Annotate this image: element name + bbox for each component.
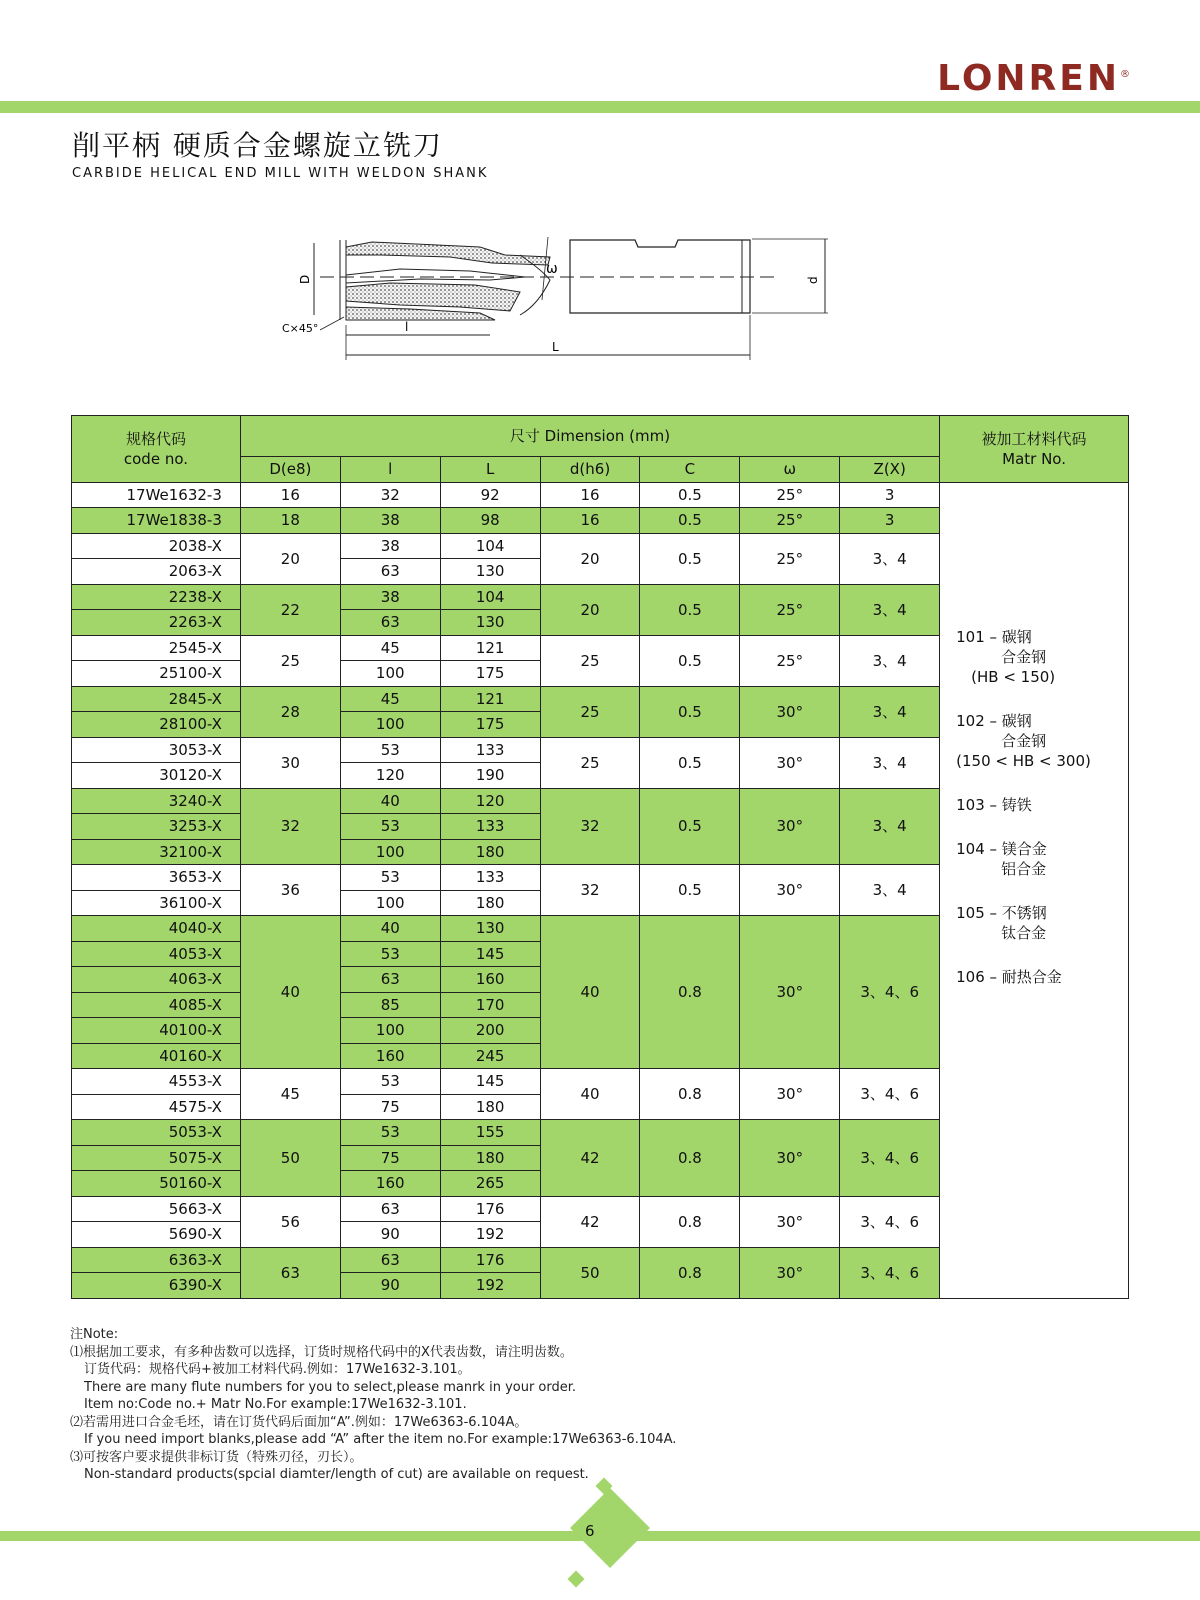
material-line: 合金钢: [956, 731, 1047, 750]
cell-L: 176: [440, 1247, 540, 1273]
cell-Z: 3、4: [840, 584, 940, 635]
cell-l: 32: [340, 482, 440, 508]
col-header-C: C: [640, 457, 740, 483]
cell-L: 121: [440, 686, 540, 712]
brand-logo: LONREN®: [937, 58, 1130, 99]
cell-code: 4040-X: [72, 916, 241, 942]
header-dimension: 尺寸 Dimension (mm): [240, 416, 939, 457]
cell-Z: 3、4: [840, 788, 940, 865]
cell-l: 75: [340, 1145, 440, 1171]
cell-omega: 30°: [740, 1120, 840, 1197]
cell-l: 38: [340, 508, 440, 534]
cell-C: 0.5: [640, 482, 740, 508]
cell-C: 0.8: [640, 1069, 740, 1120]
cell-D: 36: [240, 865, 340, 916]
note-1-order-en: Item no:Code no.+ Matr No.For example:17We1632-3.101.: [84, 1397, 467, 1412]
cell-C: 0.8: [640, 1196, 740, 1247]
material-line: (HB < 150): [956, 667, 1056, 686]
material-line: 103 – 铸铁: [956, 795, 1032, 814]
cell-l: 63: [340, 610, 440, 636]
cell-C: 0.5: [640, 533, 740, 584]
cell-code: 6390-X: [72, 1273, 241, 1299]
cell-L: 130: [440, 610, 540, 636]
cell-l: 38: [340, 533, 440, 559]
material-line: 101 – 碳钢: [956, 627, 1032, 646]
cell-C: 0.5: [640, 584, 740, 635]
cell-L: 145: [440, 1069, 540, 1095]
cell-code: 4053-X: [72, 941, 241, 967]
cell-l: 45: [340, 686, 440, 712]
cell-code: 17We1632-3: [72, 482, 241, 508]
cell-l: 160: [340, 1043, 440, 1069]
cell-L: 176: [440, 1196, 540, 1222]
cell-omega: 30°: [740, 737, 840, 788]
cell-code: 3653-X: [72, 865, 241, 891]
cell-code: 2063-X: [72, 559, 241, 585]
cell-D: 45: [240, 1069, 340, 1120]
material-line: 铝合金: [956, 859, 1047, 878]
note-1-en: There are many flute numbers for you to select,please manrk in your order.: [84, 1379, 577, 1395]
cell-L: 170: [440, 992, 540, 1018]
cell-Z: 3、4: [840, 533, 940, 584]
cell-L: 190: [440, 763, 540, 789]
cell-C: 0.5: [640, 635, 740, 686]
notes-heading: 注Note:: [70, 1327, 119, 1342]
cell-d: 16: [540, 482, 640, 508]
spec-table: [71, 415, 1129, 1299]
cell-d: 20: [540, 533, 640, 584]
table-row: [72, 482, 1129, 508]
cell-omega: 30°: [740, 788, 840, 865]
cell-code: 2845-X: [72, 686, 241, 712]
cell-C: 0.5: [640, 788, 740, 865]
cell-L: 175: [440, 712, 540, 738]
cell-D: 32: [240, 788, 340, 865]
cell-Z: 3: [840, 508, 940, 534]
cell-L: 200: [440, 1018, 540, 1044]
col-header-L: L: [440, 457, 540, 483]
material-codes: [940, 482, 1129, 1298]
cell-l: 100: [340, 712, 440, 738]
cell-L: 98: [440, 508, 540, 534]
cell-d: 32: [540, 788, 640, 865]
cell-Z: 3、4: [840, 686, 940, 737]
cell-L: 180: [440, 1145, 540, 1171]
material-entry: [956, 903, 1128, 943]
cell-l: 53: [340, 865, 440, 891]
cell-Z: 3、4、6: [840, 1247, 940, 1298]
cell-L: 265: [440, 1171, 540, 1197]
cell-D: 40: [240, 916, 340, 1069]
notes: [70, 1326, 676, 1484]
cell-C: 0.8: [640, 1247, 740, 1298]
cell-Z: 3、4: [840, 635, 940, 686]
cell-code: 5053-X: [72, 1120, 241, 1146]
cell-Z: 3、4、6: [840, 1196, 940, 1247]
cell-l: 53: [340, 1120, 440, 1146]
material-line: 106 – 耐热合金: [956, 967, 1062, 986]
cell-C: 0.5: [640, 865, 740, 916]
material-line: (150 < HB < 300): [956, 751, 1091, 770]
cell-Z: 3、4、6: [840, 1069, 940, 1120]
cell-code: 3053-X: [72, 737, 241, 763]
cell-code: 5663-X: [72, 1196, 241, 1222]
header-code: 规格代码 code no.: [72, 416, 241, 483]
cell-l: 100: [340, 890, 440, 916]
end-mill-drawing: [280, 225, 820, 385]
cell-L: 145: [440, 941, 540, 967]
col-header-Z: Z(X): [840, 457, 940, 483]
material-line: 钛合金: [956, 923, 1047, 942]
cell-code: 2238-X: [72, 584, 241, 610]
cell-L: 180: [440, 1094, 540, 1120]
cell-d: 32: [540, 865, 640, 916]
cell-l: 100: [340, 1018, 440, 1044]
cell-code: 4575-X: [72, 1094, 241, 1120]
cell-C: 0.8: [640, 1120, 740, 1197]
cell-code: 5690-X: [72, 1222, 241, 1248]
cell-L: 192: [440, 1222, 540, 1248]
material-line: 合金钢: [956, 647, 1047, 666]
material-entry: [956, 795, 1128, 815]
cell-L: 104: [440, 533, 540, 559]
cell-L: 104: [440, 584, 540, 610]
cell-l: 75: [340, 1094, 440, 1120]
cell-code: 5075-X: [72, 1145, 241, 1171]
note-1-cn: ⑴根据加工要求，有多种齿数可以选择，订货时规格代码中的X代表齿数，请注明齿数。: [70, 1344, 573, 1360]
cell-code: 2038-X: [72, 533, 241, 559]
cell-D: 18: [240, 508, 340, 534]
page-title-cn: 削平柄 硬质合金螺旋立铣刀: [72, 129, 443, 162]
cell-D: 28: [240, 686, 340, 737]
cell-L: 133: [440, 737, 540, 763]
cell-L: 175: [440, 661, 540, 687]
note-2-en: If you need import blanks,please add “A” after the item no.For example:17We6363-6.104A.: [84, 1432, 677, 1447]
cell-code: 3240-X: [72, 788, 241, 814]
cell-L: 180: [440, 839, 540, 865]
dim-label-chamfer: C×45°: [282, 322, 319, 335]
note-3-en: Non-standard products(spcial diamter/length of cut) are available on request.: [84, 1467, 589, 1482]
cell-D: 22: [240, 584, 340, 635]
cell-omega: 25°: [740, 508, 840, 534]
col-header-omega: ω: [740, 457, 840, 483]
cell-d: 40: [540, 1069, 640, 1120]
cell-l: 45: [340, 635, 440, 661]
cell-l: 100: [340, 661, 440, 687]
dim-label-D: D: [298, 274, 312, 284]
cell-Z: 3、4: [840, 737, 940, 788]
cell-d: 25: [540, 635, 640, 686]
cell-code: 50160-X: [72, 1171, 241, 1197]
cell-omega: 30°: [740, 686, 840, 737]
cell-l: 120: [340, 763, 440, 789]
cell-l: 63: [340, 1247, 440, 1273]
cell-d: 16: [540, 508, 640, 534]
cell-l: 40: [340, 916, 440, 942]
cell-L: 245: [440, 1043, 540, 1069]
col-header-D: D(e8): [240, 457, 340, 483]
cell-L: 120: [440, 788, 540, 814]
cell-L: 133: [440, 814, 540, 840]
dim-label-l: l: [405, 320, 409, 334]
cell-code: 36100-X: [72, 890, 241, 916]
material-entry: [956, 627, 1128, 687]
cell-Z: 3: [840, 482, 940, 508]
cell-L: 121: [440, 635, 540, 661]
cell-l: 100: [340, 839, 440, 865]
cell-D: 56: [240, 1196, 340, 1247]
cell-L: 192: [440, 1273, 540, 1299]
header-matr: 被加工材料代码 Matr No.: [940, 416, 1129, 483]
col-header-d: d(h6): [540, 457, 640, 483]
cell-omega: 30°: [740, 1069, 840, 1120]
cell-code: 17We1838-3: [72, 508, 241, 534]
cell-code: 4553-X: [72, 1069, 241, 1095]
cell-code: 25100-X: [72, 661, 241, 687]
cell-code: 2263-X: [72, 610, 241, 636]
spec-table-body: [72, 416, 1129, 1299]
cell-l: 38: [340, 584, 440, 610]
material-line: 102 – 碳钢: [956, 711, 1032, 730]
cell-D: 63: [240, 1247, 340, 1298]
note-2-cn: ⑵若需用进口合金毛坯，请在订货代码后面加“A”.例如：17We6363-6.104A。: [70, 1414, 528, 1430]
cell-d: 42: [540, 1196, 640, 1247]
cell-code: 2545-X: [72, 635, 241, 661]
page-number-badge: [560, 1478, 670, 1598]
cell-omega: 30°: [740, 916, 840, 1069]
col-header-l: l: [340, 457, 440, 483]
cell-l: 53: [340, 1069, 440, 1095]
dim-label-L: L: [552, 340, 559, 354]
cell-code: 3253-X: [72, 814, 241, 840]
cell-D: 30: [240, 737, 340, 788]
cell-code: 30120-X: [72, 763, 241, 789]
material-line: 105 – 不锈钢: [956, 903, 1047, 922]
cell-l: 63: [340, 1196, 440, 1222]
page-number: 6: [585, 1522, 595, 1540]
cell-omega: 25°: [740, 533, 840, 584]
material-entry: [956, 839, 1128, 879]
cell-d: 42: [540, 1120, 640, 1197]
cell-D: 25: [240, 635, 340, 686]
cell-d: 20: [540, 584, 640, 635]
cell-code: 40160-X: [72, 1043, 241, 1069]
cell-omega: 25°: [740, 584, 840, 635]
cell-omega: 25°: [740, 482, 840, 508]
cell-omega: 30°: [740, 865, 840, 916]
cell-L: 92: [440, 482, 540, 508]
material-entry: [956, 711, 1128, 771]
cell-L: 133: [440, 865, 540, 891]
cell-code: 28100-X: [72, 712, 241, 738]
cell-l: 85: [340, 992, 440, 1018]
cell-code: 6363-X: [72, 1247, 241, 1273]
page-title-en: CARBIDE HELICAL END MILL WITH WELDON SHANK: [72, 166, 489, 181]
dim-label-d: d: [806, 276, 820, 284]
cell-Z: 3、4、6: [840, 916, 940, 1069]
cell-l: 63: [340, 559, 440, 585]
material-entry: [956, 967, 1128, 987]
cell-l: 90: [340, 1222, 440, 1248]
cell-L: 130: [440, 916, 540, 942]
cell-L: 160: [440, 967, 540, 993]
material-line: 104 – 镁合金: [956, 839, 1047, 858]
cell-C: 0.5: [640, 737, 740, 788]
cell-l: 63: [340, 967, 440, 993]
cell-l: 160: [340, 1171, 440, 1197]
cell-D: 50: [240, 1120, 340, 1197]
cell-d: 50: [540, 1247, 640, 1298]
cell-C: 0.8: [640, 916, 740, 1069]
cell-code: 4085-X: [72, 992, 241, 1018]
cell-C: 0.5: [640, 686, 740, 737]
cell-C: 0.5: [640, 508, 740, 534]
cell-Z: 3、4: [840, 865, 940, 916]
note-3-cn: ⑶可按客户要求提供非标订货（特殊刃径，刃长）。: [70, 1449, 363, 1465]
cell-l: 53: [340, 737, 440, 763]
cell-L: 130: [440, 559, 540, 585]
cell-d: 40: [540, 916, 640, 1069]
cell-omega: 30°: [740, 1196, 840, 1247]
cell-d: 25: [540, 737, 640, 788]
cell-code: 40100-X: [72, 1018, 241, 1044]
cell-D: 20: [240, 533, 340, 584]
cell-l: 40: [340, 788, 440, 814]
header-green-bar: [0, 101, 1200, 113]
cell-omega: 25°: [740, 635, 840, 686]
cell-l: 53: [340, 941, 440, 967]
cell-code: 32100-X: [72, 839, 241, 865]
cell-D: 16: [240, 482, 340, 508]
cell-Z: 3、4、6: [840, 1120, 940, 1197]
cell-omega: 30°: [740, 1247, 840, 1298]
cell-L: 155: [440, 1120, 540, 1146]
cell-code: 4063-X: [72, 967, 241, 993]
cell-L: 180: [440, 890, 540, 916]
cell-l: 90: [340, 1273, 440, 1299]
note-1-order-cn: 订货代码：规格代码+被加工材料代码.例如：17We1632-3.101。: [84, 1362, 471, 1377]
dim-label-omega: ω: [546, 261, 558, 277]
cell-d: 25: [540, 686, 640, 737]
cell-l: 53: [340, 814, 440, 840]
